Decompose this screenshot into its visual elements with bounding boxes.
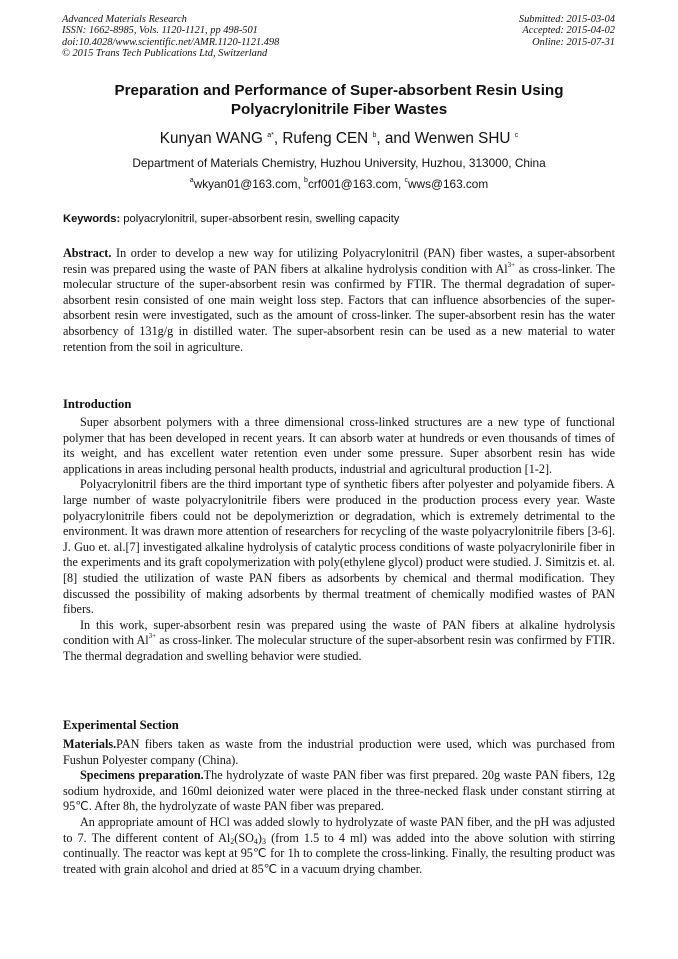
journal-issn: ISSN: 1662-8985, Vols. 1120-1121, pp 498-501 <box>62 25 258 37</box>
email-separator: , <box>397 177 405 191</box>
procedure-paragraph <box>63 815 615 877</box>
specimens-paragraph <box>63 768 615 815</box>
email-link[interactable]: crf001@163.com <box>307 177 398 191</box>
intro-p3-text-2: as cross-linker. The molecular structure of the super-absorbent resin was confirmed by FTIR. The thermal degradation and swelling behavior were studied. <box>63 633 615 663</box>
publication-dates <box>519 14 615 48</box>
journal-info <box>62 14 279 59</box>
abstract-paragraph <box>63 246 615 355</box>
abstract <box>63 246 615 355</box>
email-link[interactable]: wkyan01@163.com <box>193 177 298 191</box>
journal-doi: doi:10.4028/www.scientific.net/AMR.1120-1121.498 <box>62 36 280 48</box>
paper-title <box>60 82 618 119</box>
materials-paragraph <box>63 737 615 768</box>
author-list <box>60 130 618 148</box>
procedure-subscript: 4 <box>253 836 258 846</box>
intro-paragraph-1: Super absorbent polymers with a three dimensional cross-linked structures are a new type of functional polymer that has been developed in recent years. It can absorb water at hundreds or even thousands of times of its weight, and has excellent water retention even under some pressure. Super absorbent resin has wide applications in areas including personal health products, industrial and agricultural production [1-2]. <box>63 415 615 476</box>
procedure-subscript: 2 <box>230 836 235 846</box>
abstract-label: Abstract. <box>63 246 112 260</box>
experimental-heading: Experimental Section <box>63 718 179 732</box>
author-mark: c <box>514 132 519 139</box>
author-name: Wenwen SHU <box>414 130 511 147</box>
journal-name: Advanced Materials Research <box>62 14 187 25</box>
materials-text: PAN fibers taken as waste from the industrial production were used, which was purchased from Fushun Polyester company (China). <box>63 737 615 767</box>
email-list <box>60 177 618 192</box>
procedure-text-3: ) <box>257 830 262 845</box>
submitted-date: Submitted: 2015-03-04 <box>518 14 615 25</box>
procedure-text-1: An appropriate amount of HCl was added slowly to hydrolyzate of waste PAN fiber, and the pH was adjusted to 7. The different content of Al <box>63 814 615 845</box>
email-link[interactable]: wws@163.com <box>408 177 489 191</box>
introduction-section <box>63 415 615 665</box>
experimental-section <box>63 737 615 877</box>
intro-p3-superscript: 3+ <box>148 632 157 641</box>
email-separator: , <box>297 177 305 191</box>
materials-label: Materials. <box>63 737 117 751</box>
keywords-text: polyacrylonitril, super-absorbent resin, swelling capacity <box>120 213 400 225</box>
specimens-text: The hydrolyzate of waste PAN fiber was first prepared. 20g waste PAN fibers, 12g sodium hydroxide, and 160ml deionized water were placed in the three-necked flask under constant stirring at 95℃. After 8h, the hydrolyzate of waste PAN fiber was prepared. <box>63 768 615 814</box>
title-line-1: Preparation and Performance of Super-absorbent Resin Using <box>114 82 564 99</box>
keywords-label: Keywords: <box>63 213 121 225</box>
author-separator: , and <box>376 130 415 147</box>
author-separator: , <box>273 130 283 147</box>
introduction-heading: Introduction <box>63 397 132 411</box>
intro-p3-text-1: In this work, super-absorbent resin was prepared using the waste of PAN fibers at alkaline hydrolysis condition with Al <box>63 617 615 648</box>
email-mark: a <box>189 177 194 184</box>
author-mark: a* <box>267 132 274 139</box>
author-name: Rufeng CEN <box>282 130 369 147</box>
journal-copyright: © 2015 Trans Tech Publications Ltd, Switzerland <box>62 47 268 59</box>
affiliation: Department of Materials Chemistry, Huzhou University, Huzhou, 313000, China <box>132 156 546 170</box>
keywords <box>63 212 615 226</box>
procedure-text-2: (SO <box>234 830 254 845</box>
accepted-date: Accepted: 2015-04-02 <box>522 25 615 37</box>
intro-paragraph-2: Polyacrylonitril fibers are the third important type of synthetic fibers after polyester and polyamide fibers. A large number of waste polyacrylonitrile fibers were produced in the production process every year. Waste polyacrylonitrile fibers could not be depolymeriztion or degradation, which is extremely detrimental to the environment. It was drawn more attention of researchers for recycling of the waste polyacrylonitrile fibers [3-6]. J. Guo et. al.[7] investigated alkaline hydrolysis of catalytic process conditions of waste polyacrylonirile fiber in the experiments and its graft copolymerization with poly(ethylene glycol) product were studied. J. Simitzis et. al.[8] studied the utilization of waste PAN fibers as adsorbents by chemical and thermal modification. They discussed the possibility of making adsorbents by thermal treatment of chemically modified wastes of PAN fibers. <box>63 477 615 617</box>
title-line-2: Polyacrylonitrile Fiber Wastes <box>230 100 448 118</box>
email-mark: b <box>304 177 308 184</box>
procedure-subscript: 3 <box>261 836 266 846</box>
author-mark: b <box>372 132 377 139</box>
email-mark: c <box>404 177 409 184</box>
intro-paragraph-3 <box>63 618 615 665</box>
abstract-superscript: 3+ <box>507 260 516 269</box>
online-date: Online: 2015-07-31 <box>532 36 615 48</box>
abstract-text-2: as cross-linker. The molecular structure of the super-absorbent resin was confirmed by FTIR. The thermal degradation of super-absorbent resin consisted of one main weight loss step. Factors that can influence absorbencies of the super-absorbent resin were investigated, such as the amount of cross-linker. The super-absorbent resin has the water absorbency of 131g/g in distilled water. The super-absorbent resin can be used as a new material to water retention from the soil in agriculture. <box>63 261 615 354</box>
author-name: Kunyan WANG <box>159 130 263 147</box>
procedure-text-4: (from 1.5 to 4 ml) was added into the above solution with stirring continually. The reactor was kept at 95℃ for 1h to complete the cross-linking. Finally, the resulting product was treated with grain alcohol and dried at 85℃ in a vacuum drying chamber. <box>63 830 615 876</box>
specimens-label: Specimens preparation. <box>80 768 204 783</box>
abstract-text-1: In order to develop a new way for utilizing Polyacrylonitril (PAN) fiber wastes, a super-absorbent resin was prepared using the waste of PAN fibers at alkaline hydrolysis condition with Al <box>63 246 615 276</box>
